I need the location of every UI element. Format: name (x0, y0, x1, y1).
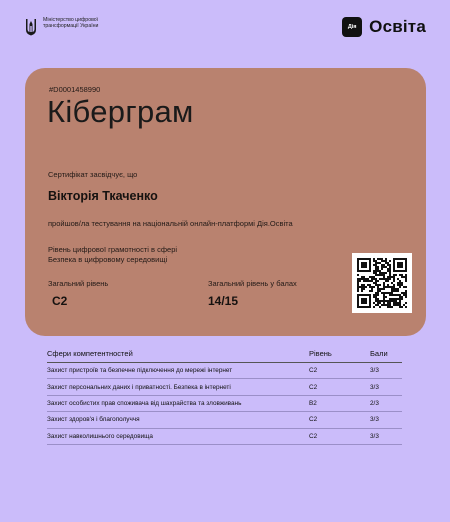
row-level: B2 (309, 399, 317, 407)
table-header (47, 344, 402, 363)
brand-name: Освіта (369, 17, 426, 36)
header-level: Рівень (309, 348, 332, 358)
table-row (47, 429, 402, 445)
table-row (47, 363, 402, 379)
row-level: C2 (309, 367, 318, 375)
table-row (47, 379, 402, 395)
row-points: 2/3 (370, 399, 379, 407)
trident-icon (24, 17, 38, 37)
overall-level-label: Загальний рівень (48, 279, 109, 288)
diia-logo-icon: Дія (342, 17, 362, 37)
row-competence: Захист навколишнього середовища (47, 432, 153, 440)
qr-code[interactable] (352, 253, 412, 313)
literacy-area-label (48, 245, 248, 265)
row-level: C2 (309, 416, 318, 424)
table-row (47, 412, 402, 428)
certificate-title: Кіберграм (47, 94, 194, 129)
passed-statement: пройшов/ла тестування на національній онлайн-платформі Дія.Освіта (48, 219, 293, 228)
row-competence: Захист здоров'я і благополуччя (47, 416, 140, 424)
score-label: Загальний рівень у балах (208, 279, 297, 288)
header-competence: Сфери компетентностей (47, 348, 133, 358)
certificate-id: #D0001458990 (49, 85, 101, 94)
header-points: Бали (370, 348, 388, 358)
literacy-area-line2: Безпека в цифровому середовищі (48, 255, 168, 264)
row-points: 3/3 (370, 367, 379, 375)
competence-table (47, 344, 402, 445)
certificate-intro: Сертифікат засвідчує, що (48, 170, 138, 179)
overall-level-value: C2 (52, 294, 68, 308)
ministry-logo (24, 17, 113, 37)
row-points: 3/3 (370, 416, 379, 424)
holder-name: Вікторія Ткаченко (48, 189, 158, 203)
diia-brand (342, 17, 426, 37)
row-competence: Захист персональних даних і приватності. Безпека в інтернеті (47, 383, 231, 391)
row-level: C2 (309, 383, 318, 391)
row-competence: Захист пристроїв та безпечне підключення до мережі інтернет (47, 367, 233, 375)
row-points: 3/3 (370, 432, 379, 440)
row-competence: Захист особистих прав споживача від шахрайства та зловживань (47, 399, 242, 407)
certificate-card (25, 68, 426, 336)
table-row (47, 396, 402, 412)
score-value: 14/15 (208, 294, 239, 308)
literacy-area-line1: Рівень цифрової грамотності в сфері (48, 245, 178, 254)
row-points: 3/3 (370, 383, 379, 391)
row-level: C2 (309, 432, 318, 440)
qr-code-icon (352, 253, 412, 313)
ministry-name: Міністерство цифрової трансформації України (43, 17, 99, 30)
